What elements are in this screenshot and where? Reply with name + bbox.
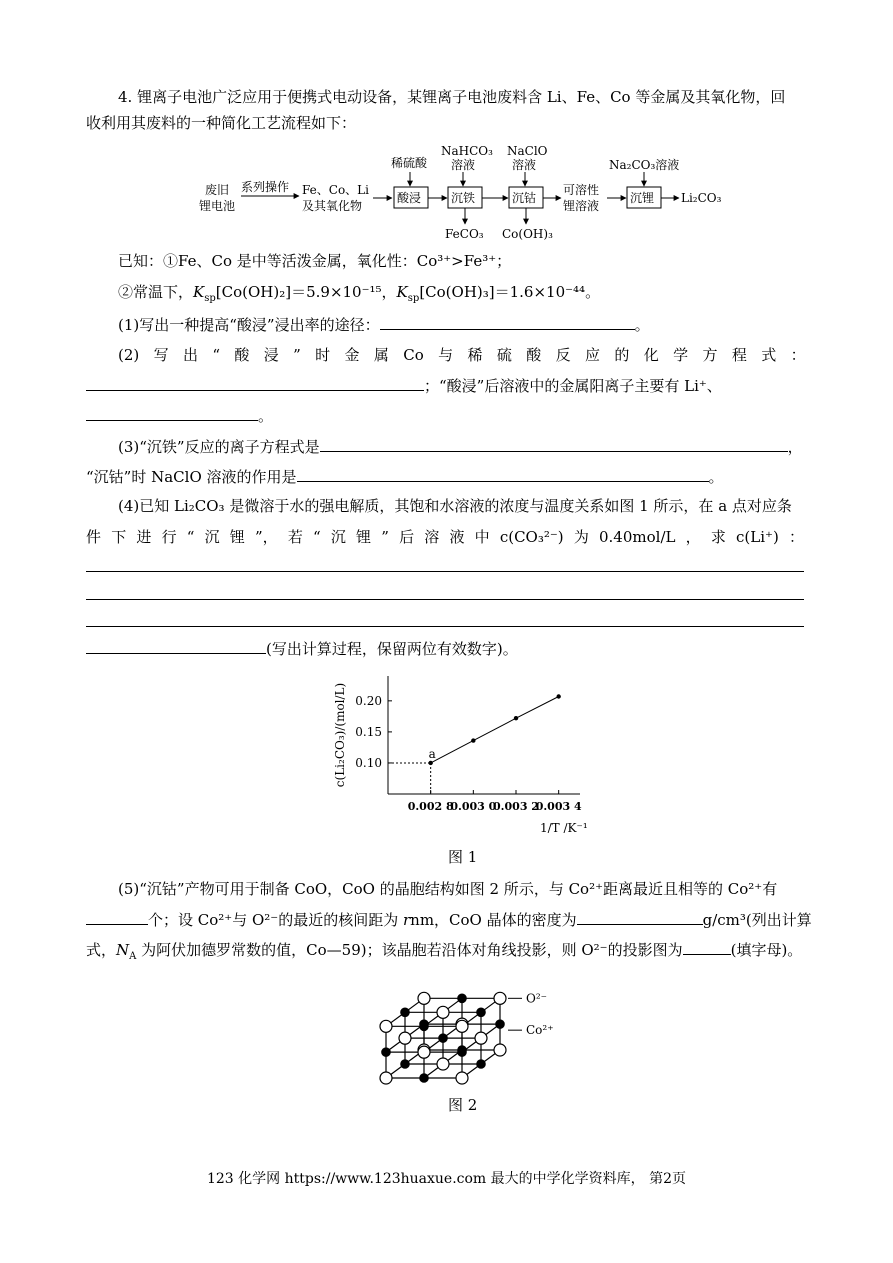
co-ion	[401, 1060, 409, 1068]
part-4-word: 溶	[424, 528, 440, 546]
part-1: (1)写出一种提高“酸浸”浸出率的途径： 。	[118, 313, 838, 336]
data-point	[514, 716, 518, 720]
part-2-word: “	[212, 346, 221, 364]
box-3-label: 沉钴	[512, 191, 537, 205]
part-4-word: 中	[474, 528, 490, 546]
part-2-word: 学	[673, 346, 689, 364]
figure-1-caption: 图 1	[448, 848, 478, 866]
co-ion	[420, 1074, 428, 1082]
part-2-word: 酸	[234, 346, 250, 364]
part-2-word: 金	[344, 346, 360, 364]
o-ion	[399, 1032, 411, 1044]
answer-blank-3a[interactable]	[320, 435, 788, 452]
part-2-line3: 。	[86, 404, 806, 427]
series-line	[428, 696, 559, 762]
reagent-3a: NaClO	[507, 144, 548, 158]
part-2-word: 方	[702, 346, 718, 364]
reagent-2a: NaHCO₃	[441, 144, 493, 158]
o-ion	[494, 1044, 506, 1056]
reagent-1: 稀硫酸	[391, 156, 428, 170]
co-ion	[439, 1034, 447, 1042]
part-4-line-end: (写出计算过程，保留两位有效数字)。	[86, 637, 806, 660]
co-ion	[477, 1008, 485, 1016]
answer-blank-5c[interactable]	[683, 938, 731, 955]
part-4-word: 行	[161, 528, 177, 546]
part-2-word: 属	[373, 346, 389, 364]
x-tick-label: 0.003 4	[535, 800, 582, 813]
o-ion	[494, 992, 506, 1004]
co-ion	[458, 1048, 466, 1056]
part-2-line1	[118, 344, 806, 366]
co-ion	[477, 1060, 485, 1068]
answer-line-4a[interactable]	[86, 571, 804, 572]
figure-1-chart	[318, 668, 588, 840]
co-ion	[382, 1048, 390, 1056]
x-axis-label: 1/T /K⁻¹	[540, 821, 588, 835]
feed-label-1: 废旧	[205, 183, 230, 197]
answer-blank-2b[interactable]	[86, 404, 258, 421]
x-tick-label: 0.003 0	[450, 800, 497, 813]
part-2-word: 硫	[496, 346, 512, 364]
part-4-word: ”	[381, 528, 389, 546]
part-2-word: 出	[182, 346, 198, 364]
label-o-ion: O²⁻	[526, 991, 547, 1006]
part-4-word: 液	[449, 528, 465, 546]
part-4-word: “	[313, 528, 321, 546]
part-4-word: “	[186, 528, 195, 546]
o-ion	[418, 992, 430, 1004]
known-2: ②常温下，$K_{sp}[Co(OH)_2]=5.9\times 10^{-15}$，$K_{sp}[Co(OH)_3]=1.6\times 10^{-44}$。	[118, 283, 601, 304]
data-point	[556, 694, 560, 698]
o-ion	[380, 1020, 392, 1032]
data-point	[471, 738, 475, 742]
part-2-line2: ；“酸浸”后溶液中的金属阳离子主要有 Li⁺、	[86, 374, 806, 397]
part-4-word: 沉	[330, 528, 346, 546]
y-tick-label: 0.10	[355, 755, 382, 770]
part-5-line1: (5)“沉钴”产物可用于制备 CoO，CoO 的晶胞结构如图 2 所示，与 Co²⁺距离最近且相等的 Co²⁺有	[118, 880, 778, 898]
part-2-word: 化	[643, 346, 659, 364]
figure-2-caption: 图 2	[448, 1096, 478, 1114]
q4-intro-line1: 4. 锂离子电池广泛应用于便携式电动设备，某锂离子电池废料含 Li、Fe、Co 等金属及其氧化物，回	[118, 88, 786, 106]
part-2-word: 写	[153, 346, 169, 364]
y-axis-label: c(Li₂CO₃)/(mol/L)	[333, 682, 347, 788]
part-4-word: 沉	[204, 528, 220, 546]
o-ion	[437, 1058, 449, 1070]
part-2-word: 时	[315, 346, 331, 364]
part-2-word: 程	[731, 346, 747, 364]
part-2-word: 式	[761, 346, 777, 364]
part-4-word: c(CO₃²⁻)	[499, 528, 564, 546]
part-2-word: (2)	[118, 346, 140, 364]
part-3-line1: (3)“沉铁”反应的离子方程式是 ，	[118, 435, 838, 458]
y-tick-label: 0.20	[355, 693, 382, 708]
part-2-word: 稀	[467, 346, 483, 364]
box-2-label: 沉铁	[451, 191, 476, 205]
part-4-word: 为	[573, 528, 589, 546]
answer-blank-5a[interactable]	[86, 908, 148, 925]
x-tick-label: 0.003 2	[493, 800, 539, 813]
point-label: a	[428, 746, 436, 761]
part-2-word: 浸	[263, 346, 279, 364]
co-ion	[420, 1022, 428, 1030]
part-4-word: c(Li⁺)	[736, 528, 779, 546]
part-2-word: 反	[555, 346, 571, 364]
data-point	[428, 761, 432, 765]
part-4-word: ，	[685, 528, 701, 546]
part-2-word: 酸	[526, 346, 542, 364]
answer-blank-5b[interactable]	[577, 908, 703, 925]
part-4-word: 锂	[229, 528, 245, 546]
part-4-word: 件	[86, 528, 102, 546]
label-co-ion: Co²⁺	[526, 1023, 554, 1038]
part-2-word: ”	[293, 346, 301, 364]
box-4-label: 沉锂	[630, 191, 655, 205]
part-5-line3: 式，$N_A$ 为阿伏加德罗常数的值，Co—59)；该晶胞若沿体对角线投影，则 O²⁻的投影图为 (填字母)。	[86, 938, 806, 968]
known-1: 已知：①Fe、Co 是中等活泼金属，氧化性：Co³⁺>Fe³⁺；	[118, 252, 512, 270]
answer-blank-3b[interactable]	[297, 465, 709, 482]
part-4-line2	[86, 526, 804, 548]
o-ion	[437, 1006, 449, 1018]
part-4-word: 0.40mol/L	[599, 528, 676, 546]
product-1: FeCO₃	[445, 227, 484, 241]
o-ion	[380, 1072, 392, 1084]
part-2-word: ：	[790, 346, 806, 364]
y-tick-label: 0.15	[355, 724, 382, 739]
feed-label-2: 锂电池	[199, 199, 236, 213]
product-2: Co(OH)₃	[502, 227, 553, 241]
mixture-label-1: Fe、Co、Li	[302, 183, 369, 197]
part-2-word: 的	[614, 346, 630, 364]
co-ion	[458, 994, 466, 1002]
answer-line-4c[interactable]	[86, 626, 804, 627]
part-2-word: Co	[403, 346, 424, 364]
final-product: Li₂CO₃	[681, 191, 722, 205]
answer-blank-1[interactable]	[380, 313, 635, 330]
part-4-word: 进	[136, 528, 152, 546]
mid-label-2: 锂溶液	[563, 199, 600, 213]
o-ion	[418, 1046, 430, 1058]
part-3-line2: “沉钴”时 NaClO 溶液的作用是 。	[86, 465, 806, 488]
operation-label: 系列操作	[241, 180, 290, 194]
box-1-label: 酸浸	[397, 191, 422, 205]
answer-blank-4[interactable]	[86, 637, 266, 654]
answer-blank-2a[interactable]	[86, 374, 424, 391]
part-4-line1: (4)已知 Li₂CO₃ 是微溶于水的强电解质，其饱和水溶液的浓度与温度关系如图 1 所示，在 a 点对应条	[118, 497, 792, 515]
o-ion	[456, 1072, 468, 1084]
part-4-word: 下	[111, 528, 127, 546]
o-ion	[456, 1020, 468, 1032]
reagent-2b: 溶液	[451, 158, 476, 172]
reagent-4: Na₂CO₃溶液	[609, 158, 680, 172]
o-ion	[475, 1032, 487, 1044]
co-ion	[496, 1020, 504, 1028]
part-5-line2: 个；设 Co²⁺与 O²⁻的最近的核间距为 rnm，CoO 晶体的密度为 g/cm³(列出计算	[86, 908, 806, 931]
q4-intro-line2: 收利用其废料的一种简化工艺流程如下：	[86, 114, 357, 132]
mid-label-1: 可溶性	[563, 183, 600, 197]
part-4-word: ：	[788, 528, 804, 546]
part-4-word: ”，	[254, 528, 278, 546]
reagent-3b: 溶液	[512, 158, 537, 172]
figure-2-crystal-cell	[372, 960, 562, 1088]
part-2-word: 与	[438, 346, 454, 364]
part-2-word: 应	[585, 346, 601, 364]
co-ion	[401, 1008, 409, 1016]
process-flow-diagram	[195, 142, 735, 244]
page-footer: 123 化学网 https://www.123huaxue.com 最大的中学化学资料库， 第2页	[206, 1171, 687, 1187]
mixture-label-2: 及其氧化物	[302, 199, 363, 213]
x-tick-label: 0.002 8	[407, 800, 454, 813]
answer-line-4b[interactable]	[86, 599, 804, 600]
part-4-word: 锂	[356, 528, 372, 546]
part-4-word: 求	[710, 528, 726, 546]
part-4-word: 后	[399, 528, 415, 546]
part-4-word: 若	[287, 528, 303, 546]
